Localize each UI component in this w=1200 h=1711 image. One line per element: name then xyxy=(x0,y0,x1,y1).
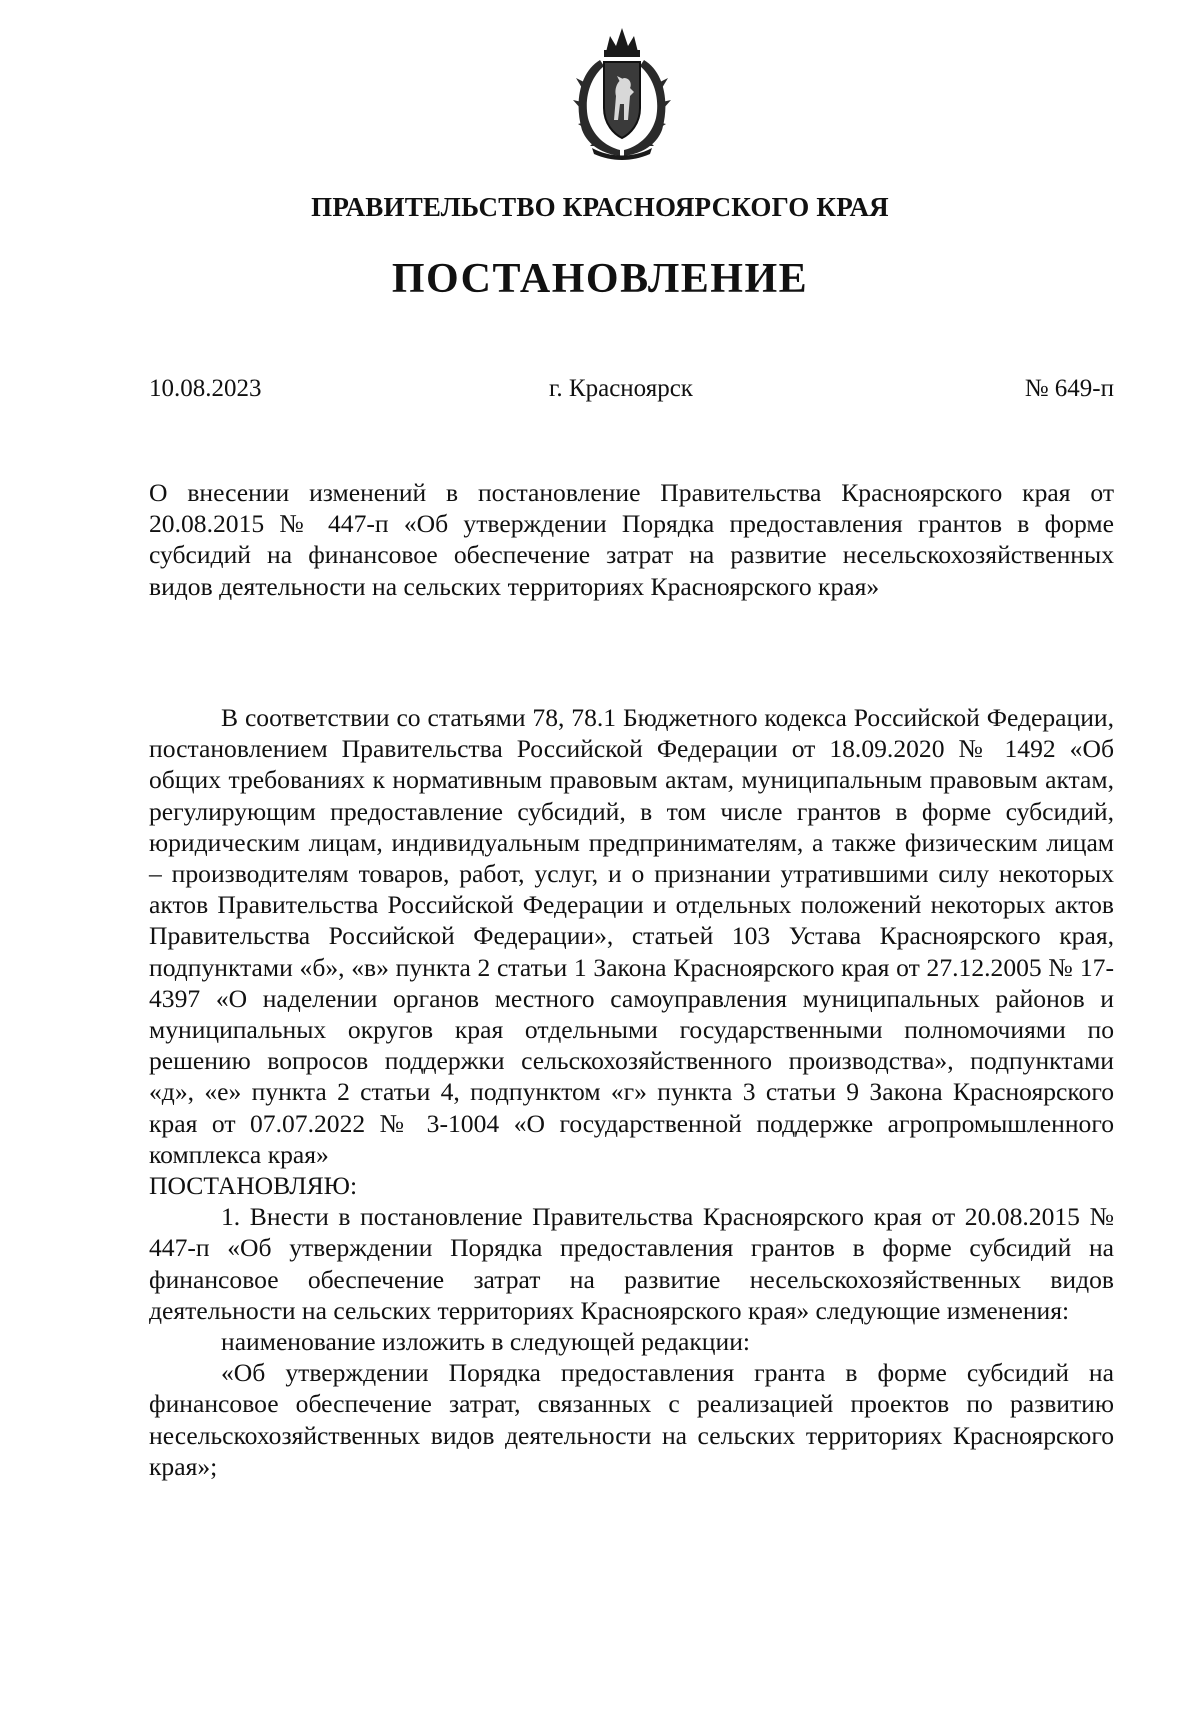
preamble-paragraph: В соответствии со статьями 78, 78.1 Бюджетного кодекса Российской Федерации, постановлением Правительства Российской Федерации от 18.09.2020 № 1492 «Об общих требованиях к нормативным правовым актам, муниципальным правовым актам, регулирующим предоставление субсидий, в том числе грантов в форме субсидий, юридическим лицам, индивидуальным предпринимателям, а также физическим лицам – производителям товаров, работ, услуг, и о признании утратившими силу некоторых актов Правительства Российской Федерации и отдельных положений некоторых актов Правительства Российской Федерации», статьей 103 Устава Красноярского края, подпунктами «б», «в» пункта 2 статьи 1 Закона Красноярского края от 27.12.2005 № 17-4397 «О наделении органов местного самоуправления муниципальных районов и муниципальных округов края отдельными государственными полномочиями по решению вопросов поддержки сельскохозяйственного производства», подпунктами «д», «е» пункта 2 статьи 4, подпунктом «г» пункта 3 статьи 9 Закона Красноярского края от 07.07.2022 № 3-1004 «О государственной поддержке агропромышленного комплекса края» xyxy=(149,703,1114,1169)
item-1-quote-paragraph: «Об утверждении Порядка предоставления гранта в форме субсидий на финансовое обеспечение затрат, связанных с реализацией проектов по развитию несельскохозяйственных видов деятельности на сельских территориях Красноярского края»; xyxy=(149,1358,1114,1481)
item-1-paragraph: 1. Внести в постановление Правительства Красноярского края от 20.08.2015 № 447-п «Об утверждении Порядка предоставления грантов в форме субсидий на финансовое обеспечение затрат на развитие несельскохозяйственных видов деятельности на сельских территориях Красноярского края» следующие изменения: xyxy=(149,1202,1114,1325)
document-city: г. Красноярск xyxy=(549,375,693,402)
decree-word: ПОСТАНОВЛЯЮ: xyxy=(149,1171,358,1201)
coat-of-arms-icon xyxy=(570,22,674,160)
document-type-title: ПОСТАНОВЛЕНИЕ xyxy=(391,256,809,302)
issuing-authority: ПРАВИТЕЛЬСТВО КРАСНОЯРСКОГО КРАЯ xyxy=(311,192,889,222)
document-date: 10.08.2023 xyxy=(149,375,262,402)
document-subject xyxy=(149,477,1114,602)
document-number: № 649-п xyxy=(1024,375,1114,402)
item-1-sub-paragraph: наименование изложить в следующей редакции: xyxy=(221,1327,751,1357)
subject-text: О внесении изменений в постановление Правительства Красноярского края от 20.08.2015 № 447-п «Об утверждении Порядка предоставления грантов в форме субсидий на финансовое обеспечение затрат на развитие несельскохозяйственных видов деятельности на сельских территориях Красноярского края» xyxy=(149,478,1114,601)
document-body xyxy=(149,702,1114,1482)
